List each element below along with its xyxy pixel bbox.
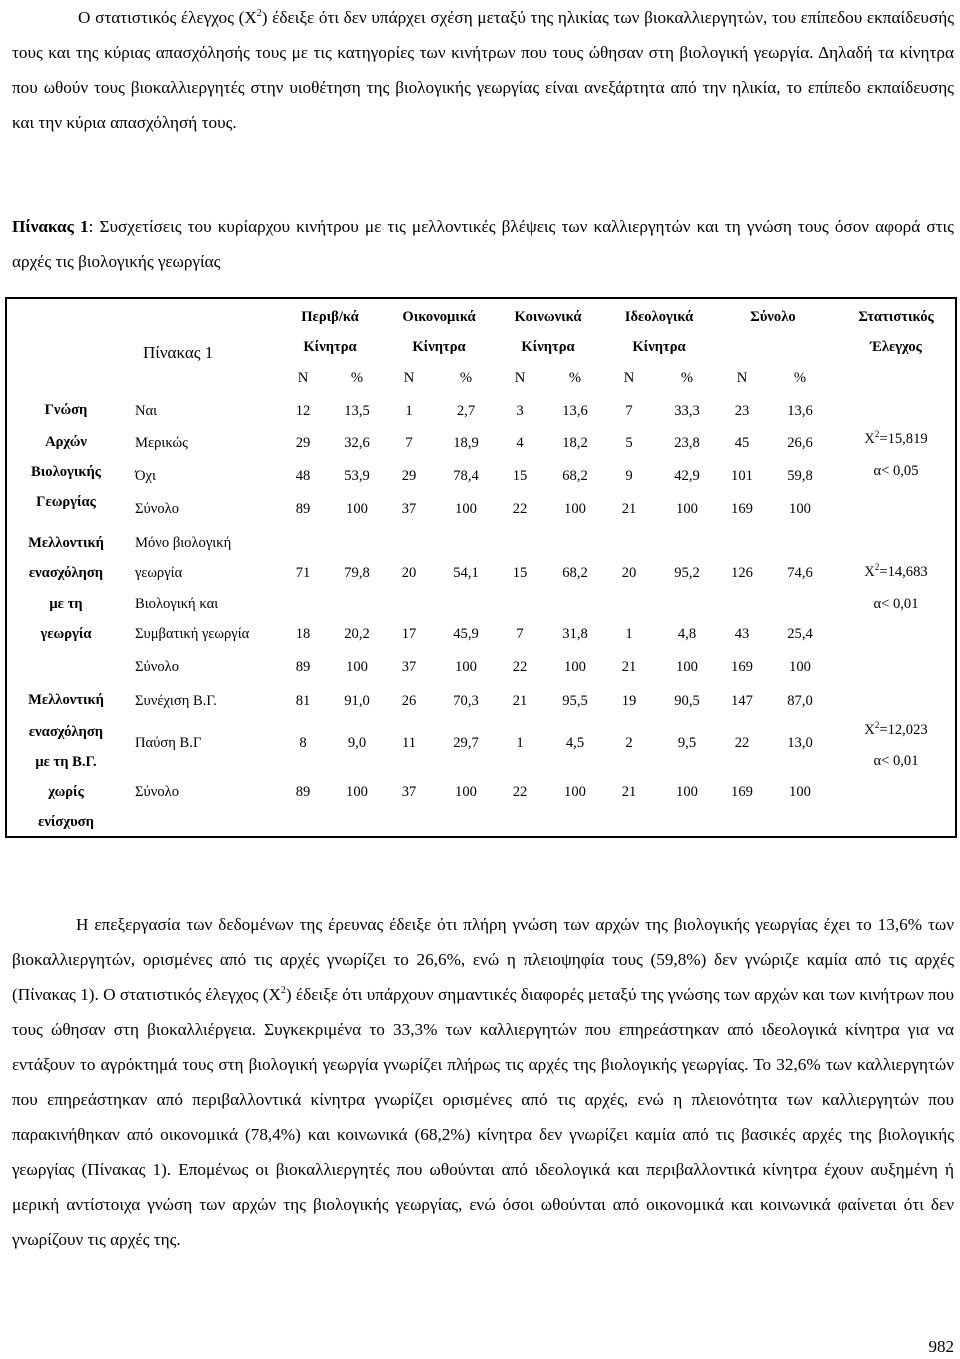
table-cell: 13,6 [787, 403, 813, 419]
table-cell: 100 [789, 501, 811, 517]
table-cell: 32,6 [344, 435, 370, 451]
table-cell: 8 [299, 735, 307, 751]
intro-paragraph: Ο στατιστικός έλεγχος $(X^2)$ έδειξε ότι δεν υπάρχει σχέση μεταξύ της ηλικίας των βιοκαλλιεργητών, του επίπεδου εκπαίδευσής τους και της κύριας απασχόλησής τους με τις κατηγορίες των κινήτρων που τους ώθησαν στη βιολογική γεωργία. Δηλαδή τα κίνητρα που ωθούν τους βιοκαλλιεργητές στην υιοθέτηση της βιολογικής γεωργίας είναι ανεξάρτητα από την ηλικία, το επίπεδο εκπαίδευσης και την κύρια απασχόλησή τους. [12, 8, 955, 132]
significance-level: α< 0,05 [873, 463, 919, 479]
table-cell: 48 [295, 468, 311, 484]
table-cell: 4,8 [677, 626, 697, 642]
subheader: % [350, 370, 364, 386]
table-cell: 100 [789, 784, 811, 800]
table-cell: 23 [734, 403, 750, 419]
significance-level: α< 0,01 [873, 753, 919, 769]
column-header-sub: Κίνητρα [632, 339, 686, 355]
table-cell: 29 [401, 468, 417, 484]
table-cell: 79,8 [344, 565, 370, 581]
chi-square-value [864, 721, 927, 739]
stat-header: Στατιστικός [858, 309, 934, 325]
table-cell: 68,2 [562, 565, 588, 581]
table-cell: 29,7 [453, 735, 479, 751]
chi-exponent: 2 [874, 720, 880, 730]
row-label: Μερικώς [135, 435, 188, 451]
row-label: Όχι [135, 468, 156, 484]
table-cell: 100 [346, 784, 368, 800]
caption-label: Πίνακας 1 [12, 217, 89, 236]
row-label: Σύνολο [135, 501, 179, 517]
table-cell: 100 [455, 784, 477, 800]
table-cell: 91,0 [344, 693, 370, 709]
table-cell: 89 [295, 784, 311, 800]
table-cell: 22 [512, 659, 528, 675]
table-cell: 81 [295, 693, 311, 709]
table-cell: 13,5 [344, 403, 370, 419]
table-cell: 43 [734, 626, 750, 642]
row-label: Βιολογική και [135, 596, 219, 612]
table-cell: 78,4 [453, 468, 479, 484]
chi-symbol: Χ [864, 722, 875, 738]
subheader: N [403, 370, 415, 386]
table-cell: 22 [512, 784, 528, 800]
table-cell: 100 [676, 659, 698, 675]
row-label: Ναι [135, 403, 158, 419]
chi-square-value [864, 430, 927, 448]
table-cell: 169 [731, 501, 753, 517]
column-header: Οικονομικά [402, 309, 476, 325]
row-label: Σύνολο [135, 659, 179, 675]
group-label: Βιολογικής [31, 464, 101, 480]
subheader: N [514, 370, 526, 386]
row-label: Παύση Β.Γ [135, 735, 202, 751]
table-cell: 45,9 [453, 626, 479, 642]
table-cell: 100 [676, 501, 698, 517]
table-cell: 3 [516, 403, 524, 419]
table-cell: 5 [625, 435, 633, 451]
subheader: N [736, 370, 748, 386]
table-cell: 21 [621, 501, 637, 517]
table-cell: 90,5 [674, 693, 700, 709]
table-cell: 11 [401, 735, 417, 751]
table-cell: 9 [625, 468, 633, 484]
table-cell: 95,2 [674, 565, 700, 581]
table-cell: 126 [731, 565, 753, 581]
table-cell: 147 [731, 693, 753, 709]
column-header: Κοινωνικά [514, 309, 582, 325]
column-header-sub: Κίνητρα [412, 339, 466, 355]
table-cell: 18 [295, 626, 311, 642]
chi-square-value [864, 563, 927, 581]
table-cell: 37 [401, 501, 417, 517]
table-cell: 18,9 [453, 435, 479, 451]
table-cell: 74,6 [787, 565, 813, 581]
table-cell: 1 [516, 735, 524, 751]
table-cell: 25,4 [787, 626, 813, 642]
subheader: % [568, 370, 582, 386]
table-cell: 21 [512, 693, 528, 709]
group-label: Γνώση [44, 402, 88, 418]
table-cell: 89 [295, 659, 311, 675]
table-cell: 45 [734, 435, 750, 451]
table-cell: 18,2 [562, 435, 588, 451]
table-cell: 169 [731, 659, 753, 675]
table-corner-label: Πίνακας 1 [143, 343, 214, 362]
results-table [5, 297, 957, 838]
table-cell: 21 [621, 659, 637, 675]
table-cell: 87,0 [787, 693, 813, 709]
table-cell: 4 [516, 435, 524, 451]
table-cell: 101 [731, 468, 753, 484]
group-label: ενίσχυση [38, 814, 94, 830]
table-cell: 100 [455, 501, 477, 517]
table-cell: 26,6 [787, 435, 813, 451]
column-header: Περιβ/κά [301, 309, 359, 325]
column-header-sub: Κίνητρα [521, 339, 575, 355]
row-label: Σύνολο [135, 784, 179, 800]
chi-value: =15,819 [879, 431, 928, 447]
table-cell: 13,6 [562, 403, 588, 419]
table-cell: 33,3 [674, 403, 700, 419]
column-header: Σύνολο [750, 309, 796, 325]
table-cell: 22 [512, 501, 528, 517]
table-cell: 1 [625, 626, 633, 642]
table-cell: 9,5 [677, 735, 697, 751]
table-cell: 31,8 [562, 626, 588, 642]
table-cell: 12 [295, 403, 311, 419]
table-cell: 1 [405, 403, 413, 419]
subheader: % [793, 370, 807, 386]
chi-value: =12,023 [879, 722, 928, 738]
table-cell: 71 [295, 565, 311, 581]
table-cell: 7 [516, 626, 524, 642]
table-caption [12, 209, 954, 279]
table-cell: 7 [405, 435, 413, 451]
table-cell: 15 [512, 565, 528, 581]
table-cell: 54,1 [453, 565, 479, 581]
table-cell: 37 [401, 659, 417, 675]
table-cell: 42,9 [674, 468, 700, 484]
chi-symbol: Χ [864, 431, 875, 447]
table-cell: 100 [564, 659, 586, 675]
table-cell: 9,0 [347, 735, 367, 751]
group-label: Μελλοντική [28, 535, 104, 551]
table-cell: 2,7 [456, 403, 476, 419]
table-cell: 100 [676, 784, 698, 800]
table-cell: 23,8 [674, 435, 700, 451]
row-label: Συνέχιση Β.Γ. [135, 693, 217, 709]
table-cell: 20 [621, 565, 637, 581]
table-cell: 95,5 [562, 693, 588, 709]
subheader: N [297, 370, 309, 386]
table-cell: 100 [789, 659, 811, 675]
page-number: 982 [928, 1337, 954, 1356]
chi-exponent: 2 [874, 562, 880, 572]
table-cell: 100 [564, 784, 586, 800]
row-label: Μόνο βιολογική [135, 535, 232, 551]
stat-header-sub: Έλεγχος [870, 339, 922, 355]
table-cell: 100 [455, 659, 477, 675]
group-label: Αρχών [45, 434, 87, 450]
table-cell: 100 [564, 501, 586, 517]
group-label: χωρίς [48, 784, 84, 800]
discussion-paragraph: Η επεξεργασία των δεδομένων της έρευνας έδειξε ότι πλήρη γνώση των αρχών της βιολογικής γεωργίας έχει το 13,6% των βιοκαλλιεργητών, ορισμένες από τις αρχές γνωρίζει το 26,6%, ενώ η πλειοψηφία τους (59,8%) δεν γνώριζε καμία από τις αρχές (Πίνακας 1). Ο στατιστικός έλεγχος $(X^2)$ έδειξε ότι υπάρχουν σημαντικές διαφορές μεταξύ της γνώσης των αρχών και των κινήτρων που τους ώθησαν στη βιοκαλλιέργεια. Συγκεκριμένα το 33,3% των καλλιεργητών που επηρεάστηκαν από ιδεολογικά κίνητρα για να εντάξουν το αγρόκτημά τους στη βιολογική γεωργία γνωρίζει πλήρως τις αρχές της βιολογικής γεωργίας. Το 32,6% των καλλιεργητών που επηρεάστηκαν από περιβαλλοντικά κίνητρα γνωρίζει ορισμένες από τις αρχές, ενώ η πλειονότητα των καλλιεργητών που παρακινήθηκαν από οικονομικά (78,4%) και κοινωνικά (68,2%) κίνητρα δεν γνωρίζει καμία από τις βασικές αρχές της βιολογικής γεωργίας (Πίνακας 1). Επομένως οι βιοκαλλιεργητές που ωθούνται από ιδεολογικά και περιβαλλοντικά κίνητρα έχουν αυξημένη ή μερική αντίστοιχα γνώση των αρχών της βιολογικής γεωργίας, ενώ όσοι ωθούνται από οικονομικά και κοινωνικά φαίνεται ότι δεν γνωρίζουν τις αρχές της. [12, 915, 954, 1249]
subheader: % [459, 370, 473, 386]
group-label: γεωργία [40, 626, 92, 642]
table-cell: 7 [625, 403, 633, 419]
table-cell: 89 [295, 501, 311, 517]
table-cell: 70,3 [453, 693, 479, 709]
table-cell: 59,8 [787, 468, 813, 484]
table-cell: 17 [401, 626, 417, 642]
group-label: ενασχόληση [28, 565, 104, 581]
table-cell: 100 [346, 501, 368, 517]
row-label: γεωργία [135, 565, 183, 581]
chi-value: =14,683 [879, 564, 928, 580]
table-cell: 13,0 [787, 735, 813, 751]
chi-symbol: Χ [864, 564, 875, 580]
significance-level: α< 0,01 [873, 596, 919, 612]
table-cell: 68,2 [562, 468, 588, 484]
table-cell: 169 [731, 784, 753, 800]
table-cell: 15 [512, 468, 528, 484]
table-cell: 20 [401, 565, 417, 581]
table-cell: 20,2 [344, 626, 370, 642]
table-cell: 53,9 [344, 468, 370, 484]
table-cell: 37 [401, 784, 417, 800]
group-label: Γεωργίας [36, 494, 96, 510]
table-cell: 26 [401, 693, 417, 709]
group-label: με τη Β.Γ. [35, 754, 97, 770]
chi-exponent: 2 [874, 429, 880, 439]
table-cell: 100 [346, 659, 368, 675]
group-label: ενασχόληση [28, 724, 104, 740]
table-cell: 19 [621, 693, 637, 709]
group-label: με τη [49, 596, 83, 612]
row-label: Συμβατική γεωργία [135, 626, 250, 642]
subheader: N [623, 370, 635, 386]
table-cell: 29 [295, 435, 311, 451]
group-label: Μελλοντική [28, 692, 104, 708]
column-header-sub: Κίνητρα [303, 339, 357, 355]
caption-text: : Συσχετίσεις του κυρίαρχου κινήτρου με τις μελλοντικές βλέψεις των καλλιεργητών και τη γνώση τους όσον αφορά στις αρχές τις βιολογικής γεωργίας [12, 217, 954, 271]
table-cell: 22 [734, 735, 750, 751]
subheader: % [680, 370, 694, 386]
table-cell: 21 [621, 784, 637, 800]
table-cell: 4,5 [565, 735, 585, 751]
table-cell: 2 [625, 735, 633, 751]
column-header: Ιδεολογικά [624, 309, 694, 325]
